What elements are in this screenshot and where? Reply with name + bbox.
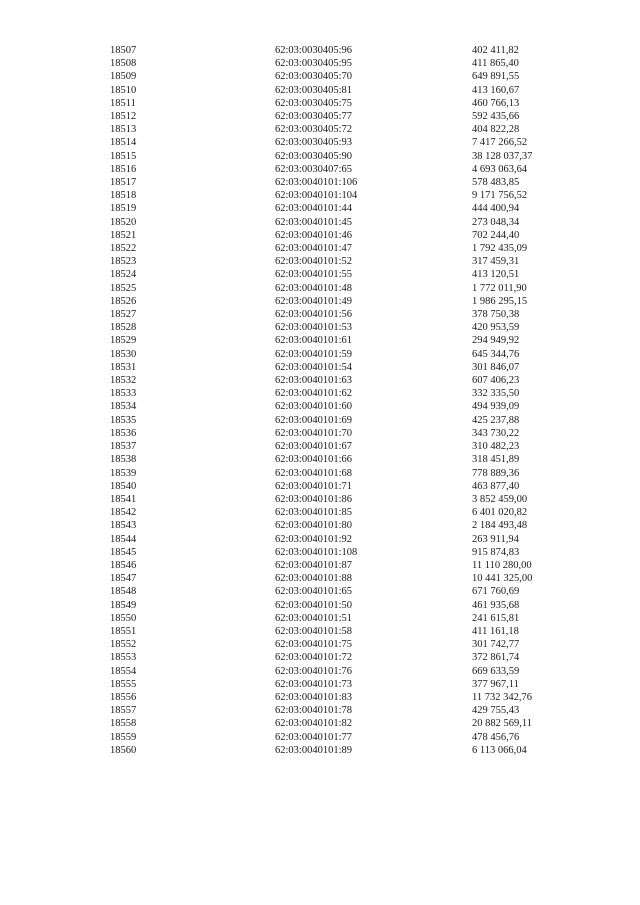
cadastral-value-cell: 273 048,34 (472, 216, 520, 228)
cadastral-value-cell: 310 482,23 (472, 441, 520, 453)
row-number-cell: 18552 (110, 639, 137, 651)
cadastral-number-cell: 62:03:0040101:56 (275, 309, 353, 321)
row-number-cell: 18509 (110, 71, 137, 83)
cadastral-value-cell: 649 891,55 (472, 71, 520, 83)
cadastral-value-cell: 6 401 020,82 (472, 507, 528, 519)
cadastral-value-cell: 494 939,09 (472, 401, 520, 413)
table-row (110, 242, 592, 255)
row-number-cell: 18541 (110, 493, 137, 505)
row-number-cell: 18514 (110, 137, 137, 149)
cadastral-number-cell: 62:03:0030405:75 (275, 97, 353, 109)
row-number-cell: 18540 (110, 480, 137, 492)
row-number-cell: 18515 (110, 150, 137, 162)
cadastral-number-cell: 62:03:0040101:78 (275, 705, 353, 717)
cadastral-value-cell: 1 772 011,90 (472, 282, 527, 294)
cadastral-value-cell: 778 889,36 (472, 467, 520, 479)
cadastral-value-cell: 671 760,69 (472, 586, 520, 598)
table-row (110, 400, 592, 413)
row-number-cell: 18527 (110, 309, 137, 321)
cadastral-value-cell: 377 967,11 (472, 678, 519, 690)
cadastral-value-cell: 460 766,13 (472, 97, 520, 109)
cadastral-number-cell: 62:03:0040101:50 (275, 599, 353, 611)
cadastral-number-cell: 62:03:0040101:47 (275, 243, 353, 255)
table-row (110, 70, 592, 83)
table-row (110, 308, 592, 321)
cadastral-number-cell: 62:03:0040101:58 (275, 625, 353, 637)
cadastral-value-cell: 301 846,07 (472, 361, 520, 373)
row-number-cell: 18516 (110, 163, 137, 175)
cadastral-value-cell: 461 935,68 (472, 599, 520, 611)
cadastral-number-cell: 62:03:0030405:72 (275, 124, 353, 136)
row-number-cell: 18532 (110, 375, 137, 387)
cadastral-number-cell: 62:03:0040101:54 (275, 361, 353, 373)
cadastral-number-cell: 62:03:0040101:55 (275, 269, 353, 281)
table-row (110, 202, 592, 215)
cadastral-number-cell: 62:03:0030405:95 (275, 58, 353, 70)
table-row (110, 334, 592, 347)
cadastral-number-cell: 62:03:0040101:88 (275, 573, 353, 585)
cadastral-number-cell: 62:03:0040101:108 (275, 546, 358, 558)
cadastral-value-cell: 343 730,22 (472, 427, 520, 439)
table-row (110, 110, 592, 123)
row-number-cell: 18511 (110, 97, 136, 109)
row-number-cell: 18507 (110, 45, 137, 56)
table-row (110, 216, 592, 229)
cadastral-number-cell: 62:03:0030405:77 (275, 111, 353, 123)
cadastral-number-cell: 62:03:0040101:83 (275, 691, 353, 703)
row-number-cell: 18556 (110, 691, 137, 703)
table-row (110, 453, 592, 466)
table-row (110, 467, 592, 480)
row-number-cell: 18523 (110, 256, 137, 268)
table-row (110, 414, 592, 427)
cadastral-value-cell: 463 877,40 (472, 480, 520, 492)
row-number-cell: 18551 (110, 625, 137, 637)
cadastral-value-cell: 425 237,88 (472, 414, 520, 426)
table-row (110, 361, 592, 374)
cadastral-number-cell: 62:03:0030407:65 (275, 163, 353, 175)
row-number-cell: 18545 (110, 546, 137, 558)
cadastral-number-cell: 62:03:0040101:89 (275, 744, 353, 756)
cadastral-number-cell: 62:03:0040101:87 (275, 559, 353, 571)
cadastral-number-cell: 62:03:0030405:70 (275, 71, 353, 83)
row-number-cell: 18543 (110, 520, 137, 532)
row-number-cell: 18524 (110, 269, 137, 281)
cadastral-value-cell: 38 128 037,37 (472, 150, 533, 162)
table-row (110, 163, 592, 176)
row-number-cell: 18542 (110, 507, 137, 519)
cadastral-value-cell: 317 459,31 (472, 256, 520, 268)
cadastral-value-table (110, 44, 592, 757)
row-number-cell: 18558 (110, 718, 137, 730)
cadastral-value-cell: 263 911,94 (472, 533, 519, 545)
cadastral-number-cell: 62:03:0040101:49 (275, 295, 353, 307)
table-row (110, 374, 592, 387)
row-number-cell: 18550 (110, 612, 137, 624)
cadastral-number-cell: 62:03:0040101:45 (275, 216, 353, 228)
table-row (110, 506, 592, 519)
table-row (110, 440, 592, 453)
cadastral-number-cell: 62:03:0040101:86 (275, 493, 353, 505)
row-number-cell: 18544 (110, 533, 137, 545)
cadastral-number-cell: 62:03:0040101:75 (275, 639, 353, 651)
cadastral-value-cell: 11 732 342,76 (472, 691, 532, 703)
cadastral-value-cell: 378 750,38 (472, 309, 520, 321)
cadastral-number-cell: 62:03:0040101:69 (275, 414, 353, 426)
row-number-cell: 18521 (110, 229, 137, 241)
row-number-cell: 18554 (110, 665, 137, 677)
row-number-cell: 18557 (110, 705, 137, 717)
row-number-cell: 18519 (110, 203, 137, 215)
cadastral-value-cell: 1 986 295,15 (472, 295, 528, 307)
row-number-cell: 18560 (110, 744, 137, 756)
cadastral-value-cell: 372 861,74 (472, 652, 520, 664)
table-row (110, 625, 592, 638)
cadastral-value-cell: 411 865,40 (472, 58, 519, 70)
table-row (110, 136, 592, 149)
cadastral-value-cell: 420 953,59 (472, 322, 520, 334)
row-number-cell: 18508 (110, 58, 137, 70)
cadastral-number-cell: 62:03:0040101:80 (275, 520, 353, 532)
table-row (110, 744, 592, 757)
row-number-cell: 18525 (110, 282, 137, 294)
cadastral-value-cell: 402 411,82 (472, 45, 519, 56)
table-row (110, 704, 592, 717)
row-number-cell: 18518 (110, 190, 137, 202)
row-number-cell: 18534 (110, 401, 137, 413)
cadastral-number-cell: 62:03:0040101:51 (275, 612, 353, 624)
table-row (110, 717, 592, 730)
cadastral-number-cell: 62:03:0040101:63 (275, 375, 353, 387)
table-row (110, 612, 592, 625)
cadastral-value-cell: 318 451,89 (472, 454, 520, 466)
table-row (110, 348, 592, 361)
cadastral-value-cell: 413 160,67 (472, 84, 520, 96)
cadastral-value-cell: 578 483,85 (472, 177, 520, 189)
cadastral-number-cell: 62:03:0040101:104 (275, 190, 358, 202)
table-row (110, 57, 592, 70)
table-row (110, 427, 592, 440)
cadastral-number-cell: 62:03:0040101:61 (275, 335, 353, 347)
cadastral-value-cell: 645 344,76 (472, 348, 520, 360)
table-row (110, 44, 592, 57)
table-row (110, 665, 592, 678)
cadastral-number-cell: 62:03:0040101:106 (275, 177, 358, 189)
row-number-cell: 18549 (110, 599, 137, 611)
table-row (110, 321, 592, 334)
cadastral-value-cell: 10 441 325,00 (472, 573, 533, 585)
table-row (110, 255, 592, 268)
table-row (110, 546, 592, 559)
cadastral-value-cell: 301 742,77 (472, 639, 520, 651)
cadastral-number-cell: 62:03:0040101:82 (275, 718, 353, 730)
table-row (110, 493, 592, 506)
cadastral-number-cell: 62:03:0040101:65 (275, 586, 353, 598)
table-row (110, 150, 592, 163)
table-row (110, 84, 592, 97)
cadastral-number-cell: 62:03:0040101:44 (275, 203, 353, 215)
table-row (110, 268, 592, 281)
cadastral-number-cell: 62:03:0040101:62 (275, 388, 353, 400)
cadastral-number-cell: 62:03:0030405:81 (275, 84, 353, 96)
cadastral-value-cell: 592 435,66 (472, 111, 520, 123)
row-number-cell: 18529 (110, 335, 137, 347)
cadastral-value-cell: 404 822,28 (472, 124, 520, 136)
cadastral-number-cell: 62:03:0040101:92 (275, 533, 353, 545)
cadastral-value-cell: 915 874,83 (472, 546, 520, 558)
table-row (110, 691, 592, 704)
cadastral-value-cell: 11 110 280,00 (472, 559, 532, 571)
cadastral-number-cell: 62:03:0040101:66 (275, 454, 353, 466)
table-row (110, 282, 592, 295)
cadastral-value-cell: 429 755,43 (472, 705, 520, 717)
cadastral-number-cell: 62:03:0040101:68 (275, 467, 353, 479)
cadastral-value-cell: 241 615,81 (472, 612, 520, 624)
cadastral-value-cell: 413 120,51 (472, 269, 520, 281)
cadastral-number-cell: 62:03:0040101:73 (275, 678, 353, 690)
cadastral-number-cell: 62:03:0030405:96 (275, 45, 353, 56)
row-number-cell: 18555 (110, 678, 137, 690)
cadastral-value-cell: 1 792 435,09 (472, 243, 528, 255)
row-number-cell: 18539 (110, 467, 137, 479)
table-row (110, 97, 592, 110)
row-number-cell: 18537 (110, 441, 137, 453)
table-row (110, 176, 592, 189)
row-number-cell: 18517 (110, 177, 137, 189)
table-row (110, 559, 592, 572)
cadastral-number-cell: 62:03:0040101:67 (275, 441, 353, 453)
row-number-cell: 18535 (110, 414, 137, 426)
table-row (110, 387, 592, 400)
cadastral-number-cell: 62:03:0040101:46 (275, 229, 353, 241)
cadastral-number-cell: 62:03:0040101:52 (275, 256, 353, 268)
table-row (110, 123, 592, 136)
cadastral-number-cell: 62:03:0040101:72 (275, 652, 353, 664)
table-row (110, 295, 592, 308)
row-number-cell: 18548 (110, 586, 137, 598)
table-row (110, 519, 592, 532)
table-row (110, 572, 592, 585)
cadastral-value-cell: 9 171 756,52 (472, 190, 528, 202)
row-number-cell: 18559 (110, 731, 137, 743)
cadastral-number-cell: 62:03:0040101:71 (275, 480, 353, 492)
cadastral-number-cell: 62:03:0040101:76 (275, 665, 353, 677)
cadastral-value-cell: 444 400,94 (472, 203, 520, 215)
row-number-cell: 18538 (110, 454, 137, 466)
cadastral-value-cell: 607 406,23 (472, 375, 520, 387)
table-row (110, 229, 592, 242)
row-number-cell: 18553 (110, 652, 137, 664)
cadastral-value-cell: 3 852 459,00 (472, 493, 528, 505)
row-number-cell: 18520 (110, 216, 137, 228)
row-number-cell: 18531 (110, 361, 137, 373)
cadastral-number-cell: 62:03:0040101:48 (275, 282, 353, 294)
cadastral-number-cell: 62:03:0040101:53 (275, 322, 353, 334)
table-row (110, 599, 592, 612)
table-row (110, 533, 592, 546)
cadastral-value-cell: 411 161,18 (472, 625, 519, 637)
cadastral-value-cell: 4 693 063,64 (472, 163, 528, 175)
table-body (110, 44, 592, 757)
cadastral-value-cell: 478 456,76 (472, 731, 520, 743)
row-number-cell: 18510 (110, 84, 137, 96)
table-row (110, 678, 592, 691)
cadastral-value-cell: 6 113 066,04 (472, 744, 527, 756)
row-number-cell: 18526 (110, 295, 137, 307)
cadastral-number-cell: 62:03:0040101:70 (275, 427, 353, 439)
cadastral-number-cell: 62:03:0040101:85 (275, 507, 353, 519)
row-number-cell: 18536 (110, 427, 137, 439)
cadastral-value-cell: 702 244,40 (472, 229, 520, 241)
row-number-cell: 18546 (110, 559, 137, 571)
cadastral-number-cell: 62:03:0040101:77 (275, 731, 353, 743)
cadastral-value-cell: 332 335,50 (472, 388, 520, 400)
table-row (110, 731, 592, 744)
row-number-cell: 18530 (110, 348, 137, 360)
cadastral-number-cell: 62:03:0040101:60 (275, 401, 353, 413)
table-row (110, 480, 592, 493)
cadastral-number-cell: 62:03:0030405:90 (275, 150, 353, 162)
cadastral-value-cell: 20 882 569,11 (472, 718, 532, 730)
table-row (110, 585, 592, 598)
row-number-cell: 18512 (110, 111, 137, 123)
table-row (110, 651, 592, 664)
row-number-cell: 18528 (110, 322, 137, 334)
table-row (110, 189, 592, 202)
cadastral-value-cell: 2 184 493,48 (472, 520, 528, 532)
cadastral-value-cell: 294 949,92 (472, 335, 520, 347)
row-number-cell: 18513 (110, 124, 137, 136)
table-row (110, 638, 592, 651)
row-number-cell: 18547 (110, 573, 137, 585)
cadastral-value-cell: 7 417 266,52 (472, 137, 528, 149)
cadastral-value-cell: 669 633,59 (472, 665, 520, 677)
row-number-cell: 18522 (110, 243, 137, 255)
cadastral-number-cell: 62:03:0040101:59 (275, 348, 353, 360)
cadastral-number-cell: 62:03:0030405:93 (275, 137, 353, 149)
row-number-cell: 18533 (110, 388, 137, 400)
